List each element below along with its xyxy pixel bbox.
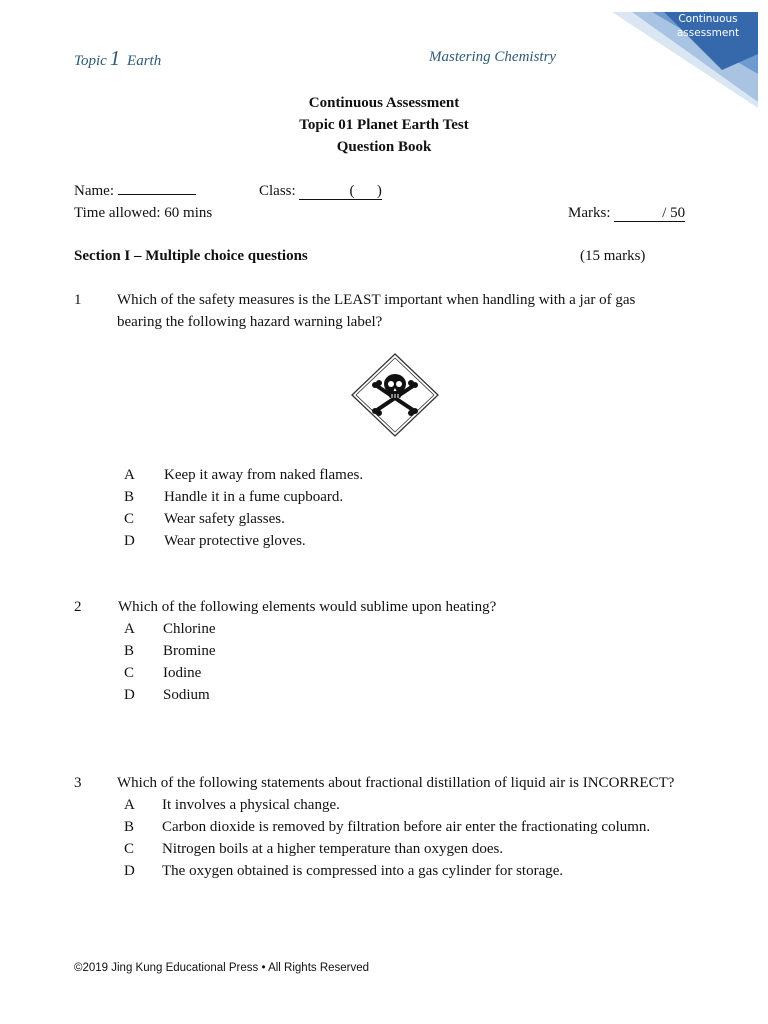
name-field[interactable] (74, 180, 196, 202)
option-letter: C (124, 841, 135, 857)
question-3-option-c[interactable] (124, 838, 650, 860)
option-text: Sodium (163, 687, 210, 703)
document-titles (0, 92, 768, 158)
class-label: Class: (259, 183, 296, 199)
question-2-option-b[interactable] (124, 640, 216, 662)
question-3-option-a[interactable] (124, 794, 650, 816)
running-header-topic (74, 46, 161, 71)
question-3-option-b[interactable] (124, 816, 650, 838)
option-text: Chlorine (163, 621, 216, 637)
section-marks: (15 marks) (580, 248, 646, 264)
question-2-options (124, 618, 216, 706)
option-text: Wear protective gloves. (164, 533, 306, 549)
marks-total[interactable]: / 50 (614, 205, 685, 222)
option-text: It involves a physical change. (162, 797, 340, 813)
option-letter: D (124, 687, 135, 703)
question-1-option-d[interactable] (124, 530, 363, 552)
toxic-hazard-icon (350, 352, 440, 438)
question-3-options (124, 794, 650, 882)
question-1-text (117, 289, 635, 333)
name-blank[interactable] (118, 180, 196, 195)
question-2-option-c[interactable] (124, 662, 216, 684)
class-field[interactable] (259, 180, 382, 202)
question-1-text-line-2: bearing the following hazard warning label? (117, 314, 383, 330)
option-letter: C (124, 665, 135, 681)
title-line-1: Continuous Assessment (308, 95, 460, 111)
copyright-footer: ©2019 Jing Kung Educational Press • All Rights Reserved (74, 962, 370, 974)
option-letter: B (124, 489, 135, 505)
running-header-book: Mastering Chemistry (429, 49, 557, 65)
question-1-number: 1 (74, 292, 82, 308)
question-1-text-line-1: Which of the safety measures is the LEAST important when handling with a jar of gas (117, 292, 636, 308)
topic-name: Earth (127, 53, 162, 69)
question-2-option-a[interactable] (124, 618, 216, 640)
question-3-text: Which of the following statements about fractional distillation of liquid air is INCORRECT? (117, 775, 675, 791)
section-title: Section I – Multiple choice questions (74, 248, 308, 264)
question-1-option-b[interactable] (124, 486, 363, 508)
question-1-option-a[interactable] (124, 464, 363, 486)
question-2-number: 2 (74, 599, 82, 615)
option-text: Iodine (163, 665, 202, 681)
option-letter: A (124, 797, 135, 813)
option-letter: B (124, 643, 135, 659)
option-text: Bromine (163, 643, 216, 659)
option-letter: A (124, 621, 135, 637)
question-3-number: 3 (74, 775, 82, 791)
title-line-2: Topic 01 Planet Earth Test (299, 117, 469, 133)
time-allowed: Time allowed: 60 mins (74, 205, 213, 221)
option-text: Wear safety glasses. (164, 511, 285, 527)
option-text: Carbon dioxide is removed by filtration before air enter the fractionating column. (162, 819, 651, 835)
topic-word: Topic (74, 53, 107, 69)
corner-label (668, 12, 748, 40)
question-3-option-d[interactable] (124, 860, 650, 882)
option-letter: D (124, 863, 135, 879)
marks-label: Marks: (568, 205, 611, 221)
option-letter: A (124, 467, 135, 483)
question-2-text: Which of the following elements would sublime upon heating? (118, 599, 497, 615)
option-text: The oxygen obtained is compressed into a gas cylinder for storage. (162, 863, 564, 879)
option-letter: B (124, 819, 135, 835)
option-text: Handle it in a fume cupboard. (164, 489, 344, 505)
topic-number: 1 (109, 46, 121, 70)
corner-label-line-1: Continuous (678, 13, 738, 25)
option-text: Keep it away from naked flames. (164, 467, 364, 483)
title-line-3: Question Book (336, 139, 432, 155)
option-text: Nitrogen boils at a higher temperature than oxygen does. (162, 841, 504, 857)
option-letter: D (124, 533, 135, 549)
question-2-option-d[interactable] (124, 684, 216, 706)
question-1-options (124, 464, 363, 552)
option-letter: C (124, 511, 135, 527)
marks-field (568, 202, 685, 224)
question-1-option-c[interactable] (124, 508, 363, 530)
corner-label-line-2: assessment (676, 27, 740, 39)
name-label: Name: (74, 183, 114, 199)
class-blank[interactable]: ( ) (299, 183, 382, 200)
